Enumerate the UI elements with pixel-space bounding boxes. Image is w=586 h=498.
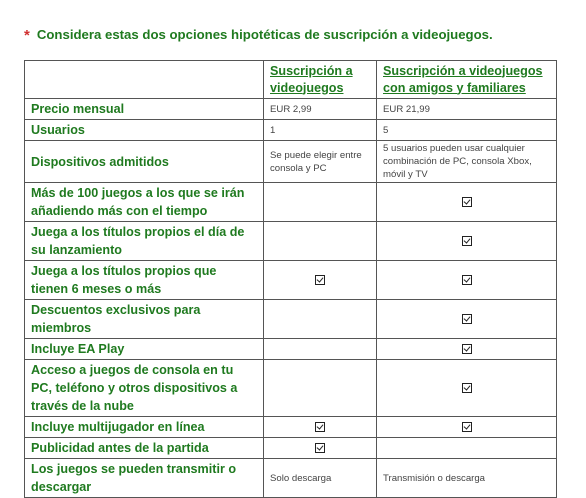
feature-label: Precio mensual [25, 99, 264, 120]
checked-box-icon [315, 443, 325, 453]
header-empty-cell [25, 61, 264, 99]
question-text: Considera estas dos opciones hipotéticas de suscripción a videojuegos. [36, 27, 493, 42]
checked-box-icon [462, 236, 472, 246]
option-b-value: 5 [377, 120, 557, 141]
option-b-check-cell [377, 417, 557, 438]
table-row [25, 300, 557, 339]
option-b-value: EUR 21,99 [377, 99, 557, 120]
feature-label: Publicidad antes de la partida [25, 438, 264, 459]
checked-box-icon [462, 197, 472, 207]
feature-label: Juega a los títulos propios que tienen 6 meses o más [25, 261, 264, 300]
feature-label: Usuarios [25, 120, 264, 141]
checked-box-icon [315, 275, 325, 285]
checked-box-icon [462, 344, 472, 354]
option-b-check-cell [377, 438, 557, 459]
table-row [25, 339, 557, 360]
table-row [25, 438, 557, 459]
feature-label: Los juegos se pueden transmitir o descargar [25, 459, 264, 498]
checked-box-icon [462, 314, 472, 324]
option-b-value: Transmisión o descarga [377, 459, 557, 498]
checked-box-icon [315, 422, 325, 432]
option-a-check-cell [264, 360, 377, 417]
option-a-check-cell [264, 300, 377, 339]
subscription-comparison-table [24, 60, 557, 498]
table-row [25, 417, 557, 438]
feature-label: Acceso a juegos de consola en tu PC, teléfono y otros dispositivos a través de la nube [25, 360, 264, 417]
option-b-check-cell [377, 261, 557, 300]
option-a-value: Solo descarga [264, 459, 377, 498]
feature-label: Más de 100 juegos a los que se irán añadiendo más con el tiempo [25, 183, 264, 222]
table-header-row [25, 61, 557, 99]
table-row [25, 141, 557, 183]
asterisk-icon: * [24, 27, 30, 44]
option-b-check-cell [377, 339, 557, 360]
feature-label: Incluye multijugador en línea [25, 417, 264, 438]
header-option-b: Suscripción a videojuegos con amigos y familiares [377, 61, 557, 99]
option-a-check-cell [264, 183, 377, 222]
feature-label: Dispositivos admitidos [25, 141, 264, 183]
checked-box-icon [462, 275, 472, 285]
table-row [25, 261, 557, 300]
option-a-value: 1 [264, 120, 377, 141]
table-row [25, 183, 557, 222]
feature-label: Juega a los títulos propios el día de su lanzamiento [25, 222, 264, 261]
table-row [25, 99, 557, 120]
option-a-check-cell [264, 261, 377, 300]
option-b-value: 5 usuarios pueden usar cualquier combinación de PC, consola Xbox, móvil y TV [377, 141, 557, 183]
option-a-check-cell [264, 222, 377, 261]
option-b-check-cell [377, 360, 557, 417]
question-prompt [24, 26, 493, 43]
option-b-check-cell [377, 300, 557, 339]
option-a-check-cell [264, 339, 377, 360]
table-row [25, 360, 557, 417]
checked-box-icon [462, 422, 472, 432]
table-row [25, 120, 557, 141]
table-row [25, 222, 557, 261]
option-b-check-cell [377, 222, 557, 261]
table-row [25, 459, 557, 498]
feature-label: Incluye EA Play [25, 339, 264, 360]
option-a-value: Se puede elegir entre consola y PC [264, 141, 377, 183]
checked-box-icon [462, 383, 472, 393]
feature-label: Descuentos exclusivos para miembros [25, 300, 264, 339]
option-a-value: EUR 2,99 [264, 99, 377, 120]
option-a-check-cell [264, 438, 377, 459]
header-option-a: Suscripción a videojuegos [264, 61, 377, 99]
option-b-check-cell [377, 183, 557, 222]
option-a-check-cell [264, 417, 377, 438]
